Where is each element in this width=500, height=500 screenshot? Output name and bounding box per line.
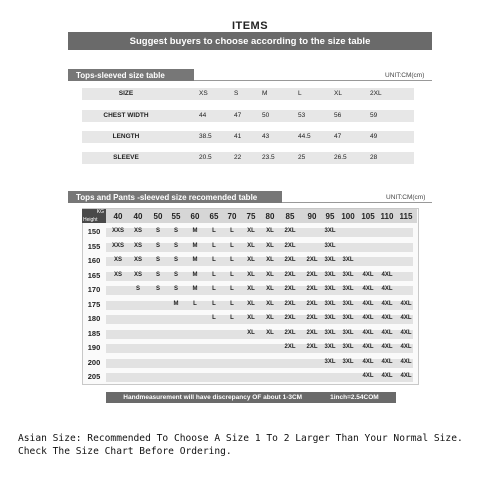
tops-cell: L bbox=[298, 90, 302, 97]
size-cell: 2XL bbox=[306, 315, 318, 321]
size-cell: 4XL bbox=[362, 286, 374, 292]
kg-column-header: 85 bbox=[285, 212, 295, 221]
size-cell: XL bbox=[247, 300, 255, 307]
tops-pants-table-header: Tops and Pants -sleeved size recomended table bbox=[68, 191, 282, 203]
size-cell: M bbox=[192, 228, 198, 234]
size-cell: 4XL bbox=[381, 300, 393, 307]
size-cell: 3XL bbox=[324, 228, 336, 234]
tops-row bbox=[82, 88, 414, 100]
kg-column-header: 100 bbox=[341, 212, 355, 221]
size-cell: 4XL bbox=[362, 300, 374, 307]
size-cell: XL bbox=[247, 315, 255, 321]
tops-cell: 44.5 bbox=[298, 133, 311, 140]
size-cell: XXS bbox=[111, 242, 124, 249]
size-cell: 3XL bbox=[342, 358, 354, 365]
size-cell: 4XL bbox=[400, 329, 412, 336]
size-cell: 4XL bbox=[362, 271, 374, 278]
check-chart-note: Check The Size Chart Before Ordering. bbox=[18, 446, 232, 457]
size-cell: M bbox=[192, 286, 198, 292]
height-row-header: 190 bbox=[87, 343, 101, 352]
size-cell: XL bbox=[266, 286, 274, 292]
items-title: ITEMS bbox=[231, 20, 269, 32]
tops-cell: 25 bbox=[298, 154, 306, 161]
tops-cell: 50 bbox=[262, 112, 270, 119]
size-cell: 2XL bbox=[284, 242, 296, 249]
tops-cell: 47 bbox=[234, 112, 242, 119]
height-corner-label: Height bbox=[83, 217, 98, 223]
size-cell: 4XL bbox=[362, 344, 374, 350]
size-cell: S bbox=[155, 242, 160, 249]
size-cell: M bbox=[192, 257, 198, 263]
size-cell: 2XL bbox=[284, 286, 296, 292]
tops-cell: 47 bbox=[334, 133, 342, 140]
size-cell: L bbox=[230, 271, 234, 278]
size-cell: XL bbox=[247, 329, 255, 336]
tops-cell: 22 bbox=[234, 154, 242, 161]
size-cell: XS bbox=[113, 257, 122, 263]
size-cell: S bbox=[173, 228, 178, 234]
size-cell: 3XL bbox=[324, 242, 336, 249]
tops-cell: 41 bbox=[234, 133, 242, 140]
size-cell: 3XL bbox=[342, 271, 354, 278]
size-cell: 2XL bbox=[284, 329, 296, 336]
size-cell: 4XL bbox=[381, 373, 393, 379]
size-cell: 4XL bbox=[400, 358, 412, 365]
size-cell: XL bbox=[266, 315, 274, 321]
size-cell: 4XL bbox=[381, 315, 393, 321]
size-cell: 3XL bbox=[324, 300, 336, 307]
size-cell: XL bbox=[247, 271, 255, 278]
kg-column-header: 65 bbox=[209, 212, 219, 221]
height-row-header: 160 bbox=[87, 256, 101, 265]
size-cell: 3XL bbox=[342, 329, 354, 336]
size-cell: M bbox=[173, 300, 179, 307]
size-cell: L bbox=[212, 315, 216, 321]
size-cell: L bbox=[230, 257, 234, 263]
size-cell: L bbox=[230, 286, 234, 292]
size-cell: XXS bbox=[111, 228, 124, 234]
tops-cell: 38.5 bbox=[199, 133, 212, 140]
size-cell: 3XL bbox=[324, 329, 336, 336]
size-cell: 3XL bbox=[324, 358, 336, 365]
height-row-header: 180 bbox=[87, 314, 101, 323]
size-cell: 2XL bbox=[306, 344, 318, 350]
tops-cell: 53 bbox=[298, 112, 306, 119]
tops-row bbox=[82, 131, 414, 143]
size-cell: S bbox=[173, 242, 178, 249]
size-cell: 2XL bbox=[306, 329, 318, 336]
size-cell: XS bbox=[113, 271, 122, 278]
size-cell: XL bbox=[247, 286, 255, 292]
size-cell: 2XL bbox=[306, 300, 318, 307]
size-cell: L bbox=[212, 257, 216, 263]
tops-cell: XL bbox=[334, 90, 342, 97]
size-cell: L bbox=[230, 228, 234, 234]
tops-cell: 56 bbox=[334, 112, 342, 119]
tops-row-label: LENGTH bbox=[112, 133, 140, 140]
size-cell: L bbox=[212, 228, 216, 234]
size-cell: S bbox=[173, 271, 178, 278]
size-cell: 4XL bbox=[400, 373, 412, 379]
kg-column-header: 40 bbox=[133, 212, 143, 221]
kg-column-header: 110 bbox=[380, 212, 394, 221]
kg-column-header: 50 bbox=[153, 212, 163, 221]
tops-cell: 26.5 bbox=[334, 154, 347, 161]
size-cell: 2XL bbox=[284, 271, 296, 278]
size-cell: 4XL bbox=[381, 286, 393, 292]
size-cell: XS bbox=[133, 242, 142, 249]
size-cell: XL bbox=[266, 329, 274, 336]
tops-unit-label: UNIT:CM(cm) bbox=[385, 72, 425, 79]
height-row-header: 185 bbox=[87, 328, 101, 338]
size-cell: S bbox=[173, 286, 178, 292]
size-cell: 4XL bbox=[362, 329, 374, 336]
size-cell: XL bbox=[266, 228, 274, 234]
size-cell: 2XL bbox=[284, 344, 296, 350]
size-cell: L bbox=[193, 300, 197, 307]
kg-column-header: 80 bbox=[265, 212, 275, 221]
size-cell: 3XL bbox=[342, 286, 354, 292]
tops-row-label: SIZE bbox=[118, 90, 134, 97]
tops-cell: 43 bbox=[262, 133, 270, 140]
size-cell: S bbox=[155, 228, 160, 234]
size-cell: 3XL bbox=[324, 286, 336, 292]
height-row-header: 155 bbox=[87, 241, 101, 251]
kg-column-header: 55 bbox=[171, 212, 181, 221]
size-cell: 3XL bbox=[324, 271, 336, 278]
size-cell: 4XL bbox=[362, 315, 374, 321]
height-row-header: 170 bbox=[87, 285, 101, 294]
tops-cell: 28 bbox=[370, 154, 378, 161]
kg-column-header: 105 bbox=[361, 212, 375, 221]
kg-column-header: 60 bbox=[190, 212, 200, 221]
size-cell: L bbox=[212, 271, 216, 278]
size-cell: M bbox=[192, 242, 198, 249]
size-cell: XS bbox=[133, 257, 142, 263]
tops-table-header: Tops-sleeved size table bbox=[68, 69, 194, 81]
tops-cell: 49 bbox=[370, 133, 378, 140]
tops-row-label: SLEEVE bbox=[113, 154, 139, 161]
kg-column-header: 90 bbox=[307, 212, 317, 221]
size-cell: 3XL bbox=[342, 344, 354, 350]
size-cell: S bbox=[173, 257, 178, 263]
size-cell: 4XL bbox=[362, 358, 374, 365]
kg-column-header: 75 bbox=[246, 212, 256, 221]
tops-header-rule bbox=[194, 80, 432, 81]
size-cell: XL bbox=[266, 271, 274, 278]
big-header-rule bbox=[282, 202, 432, 203]
size-cell: L bbox=[230, 242, 234, 249]
size-cell: L bbox=[230, 300, 234, 307]
height-row-header: 175 bbox=[87, 299, 101, 309]
size-cell: XL bbox=[247, 257, 255, 263]
size-cell: 2XL bbox=[284, 300, 296, 307]
size-cell: XL bbox=[266, 300, 274, 307]
size-cell: L bbox=[212, 300, 216, 307]
size-cell: 4XL bbox=[362, 373, 374, 379]
size-cell: 3XL bbox=[342, 257, 354, 263]
tops-cell: XS bbox=[199, 90, 208, 97]
height-row-header: 165 bbox=[87, 270, 101, 280]
suggest-banner: Suggest buyers to choose according to the size table bbox=[68, 32, 432, 50]
kg-column-header: 115 bbox=[399, 212, 413, 221]
size-cell: 4XL bbox=[400, 315, 412, 321]
tops-cell: 20.5 bbox=[199, 154, 212, 161]
inch-conversion-note: 1inch=2.54COM bbox=[330, 394, 379, 401]
size-cell: S bbox=[155, 286, 160, 292]
size-cell: 4XL bbox=[381, 329, 393, 336]
size-cell: L bbox=[212, 286, 216, 292]
size-cell: L bbox=[212, 242, 216, 249]
height-row-header: 150 bbox=[87, 227, 101, 236]
size-cell: S bbox=[155, 257, 160, 263]
size-cell: 3XL bbox=[324, 344, 336, 350]
size-cell: 2XL bbox=[284, 315, 296, 321]
size-cell: 2XL bbox=[284, 257, 296, 263]
size-cell: XL bbox=[247, 242, 255, 249]
kg-corner-label: KG bbox=[96, 209, 104, 215]
size-cell: S bbox=[135, 286, 140, 292]
size-cell: 4XL bbox=[400, 300, 412, 307]
size-cell: XL bbox=[247, 228, 255, 234]
kg-column-header: 70 bbox=[227, 212, 237, 221]
size-cell: XS bbox=[133, 271, 142, 278]
size-cell: 4XL bbox=[381, 358, 393, 365]
height-row-header: 205 bbox=[87, 372, 101, 381]
big-unit-label: UNIT:CM(cm) bbox=[386, 194, 426, 201]
size-cell: XL bbox=[266, 257, 274, 263]
size-cell: 3XL bbox=[342, 300, 354, 307]
tops-cell: 44 bbox=[199, 112, 207, 119]
kg-column-header: 95 bbox=[325, 212, 335, 221]
size-cell: M bbox=[192, 271, 198, 278]
discrepancy-note: Handmeasurement will have discrepancy OF about 1-3CM bbox=[123, 394, 303, 401]
kg-height-corner bbox=[82, 209, 106, 223]
size-cell: 4XL bbox=[381, 344, 393, 350]
tops-cell: 23.5 bbox=[262, 154, 275, 161]
size-cell: XS bbox=[133, 228, 142, 234]
size-cell: 2XL bbox=[306, 271, 318, 278]
size-cell: XL bbox=[266, 242, 274, 249]
tops-cell: 59 bbox=[370, 112, 378, 119]
size-cell: 4XL bbox=[400, 344, 412, 350]
size-cell: 4XL bbox=[381, 271, 393, 278]
asian-size-note: Asian Size: Recommended To Choose A Size 1 To 2 Larger Than Your Normal Size. bbox=[18, 433, 463, 444]
tops-row-label: CHEST WIDTH bbox=[103, 112, 149, 119]
height-row-header: 200 bbox=[87, 357, 101, 367]
tops-row bbox=[82, 152, 414, 164]
size-cell: S bbox=[155, 271, 160, 278]
size-cell: L bbox=[230, 315, 234, 321]
size-cell: 2XL bbox=[306, 286, 318, 292]
tops-cell: S bbox=[234, 90, 239, 97]
size-cell: 2XL bbox=[284, 228, 296, 234]
tops-cell: M bbox=[262, 90, 268, 97]
tops-cell: 2XL bbox=[370, 90, 382, 97]
measurement-note-banner bbox=[106, 392, 396, 403]
tops-row bbox=[82, 110, 414, 122]
size-cell: 2XL bbox=[306, 257, 318, 263]
size-cell: 3XL bbox=[324, 315, 336, 321]
size-cell: 3XL bbox=[342, 315, 354, 321]
kg-column-header: 40 bbox=[113, 212, 123, 221]
size-cell: 3XL bbox=[324, 257, 336, 263]
